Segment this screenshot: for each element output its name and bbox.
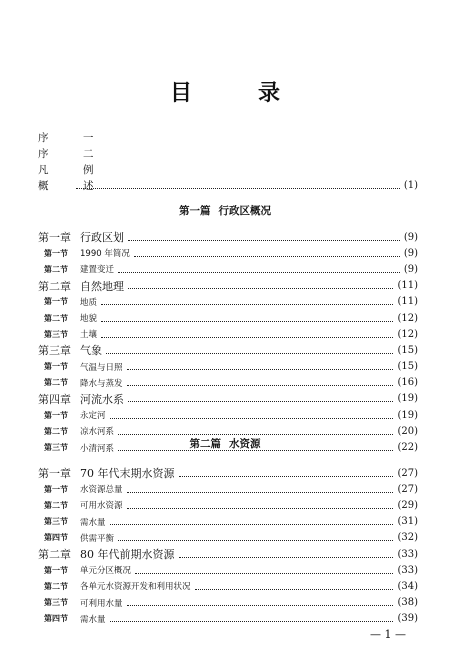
part-heading — [0, 436, 450, 454]
section-number: 第四节 — [44, 614, 68, 624]
front-matter-label: 序 二 — [38, 147, 106, 160]
dot-leader — [135, 573, 393, 574]
section-row[interactable] — [38, 375, 418, 391]
section-title: 土壤 — [80, 330, 98, 341]
section-row[interactable] — [38, 407, 418, 423]
chapter-title: 自然地理 — [80, 279, 124, 293]
page-number: (20) — [397, 425, 418, 437]
chapter-number: 第二章 — [38, 548, 71, 562]
front-matter-label: 凡 例 — [38, 163, 106, 176]
section-number: 第一节 — [44, 565, 68, 575]
section-title: 凉水河系 — [80, 427, 115, 438]
front-matter-item[interactable] — [38, 129, 418, 145]
dot-leader — [118, 540, 393, 541]
page-number: (27) — [397, 483, 418, 495]
page-footer: — 1 — — [370, 628, 406, 641]
section-row[interactable] — [38, 497, 418, 513]
page-number: (12) — [397, 328, 418, 340]
section-number: 第一节 — [44, 248, 68, 258]
page-number: (12) — [397, 312, 418, 324]
chapter-number: 第一章 — [38, 467, 71, 481]
section-number: 第四节 — [44, 533, 68, 543]
section-title: 地质 — [80, 297, 98, 308]
section-row[interactable] — [38, 359, 418, 375]
section-number: 第二节 — [44, 500, 68, 510]
page-number: (19) — [397, 409, 418, 421]
dot-leader — [179, 557, 394, 558]
front-matter-label: 序 一 — [38, 131, 106, 144]
dot-leader — [128, 288, 393, 289]
section-row[interactable] — [38, 481, 418, 497]
section-number: 第二节 — [44, 581, 68, 591]
section-number: 第二节 — [44, 378, 68, 388]
dot-leader — [118, 434, 393, 435]
section-number: 第一节 — [44, 410, 68, 420]
section-number: 第一节 — [44, 297, 68, 307]
section-number: 第三节 — [44, 517, 68, 527]
chapter-title: 气象 — [80, 344, 102, 358]
page-number: (11) — [397, 280, 418, 292]
front-matter-item[interactable] — [38, 161, 418, 177]
section-row[interactable] — [38, 310, 418, 326]
toc-part-2 — [38, 465, 418, 627]
page-number: (39) — [397, 613, 418, 625]
dot-leader — [101, 321, 393, 322]
section-row[interactable] — [38, 611, 418, 627]
dot-leader — [101, 304, 393, 305]
chapter-row[interactable] — [38, 546, 418, 562]
dot-leader — [110, 418, 394, 419]
section-title: 1990 年简况 — [80, 249, 130, 260]
section-title: 各单元水资源开发和利用状况 — [80, 582, 191, 593]
section-number: 第二节 — [44, 426, 68, 436]
section-row[interactable] — [38, 261, 418, 277]
section-number: 第三节 — [44, 329, 68, 339]
section-title: 单元分区概况 — [80, 566, 132, 577]
dot-leader — [127, 385, 394, 386]
page-number: (11) — [397, 296, 418, 308]
page-number: (38) — [397, 597, 418, 609]
section-row[interactable] — [38, 578, 418, 594]
page-number: (33) — [397, 564, 418, 576]
toc-part-1 — [38, 229, 418, 456]
front-matter-list — [38, 129, 418, 193]
chapter-title: 80 年代前期水资源 — [80, 548, 175, 562]
section-title: 可利用水量 — [80, 598, 123, 609]
page-number: (16) — [397, 377, 418, 389]
dot-leader — [134, 256, 400, 257]
chapter-row[interactable] — [38, 342, 418, 358]
part-number: 第一篇 — [179, 205, 211, 217]
dot-leader — [195, 589, 394, 590]
dot-leader — [128, 401, 393, 402]
page-number: (15) — [397, 344, 418, 356]
section-row[interactable] — [38, 245, 418, 261]
section-number: 第三节 — [44, 598, 68, 608]
page-number: (34) — [397, 580, 418, 592]
page-number: (22) — [397, 442, 418, 454]
section-number: 第二节 — [44, 264, 68, 274]
section-number: 第一节 — [44, 484, 68, 494]
section-title: 需水量 — [80, 614, 106, 625]
part-title: 行政区概况 — [218, 205, 271, 217]
section-row[interactable] — [38, 514, 418, 530]
page-number: (29) — [397, 499, 418, 511]
front-matter-label: 概 述 — [38, 179, 106, 192]
page-number: (9) — [403, 247, 418, 259]
page-title: 目 录 — [169, 81, 302, 106]
page-number: (9) — [403, 263, 418, 275]
section-title: 可用水资源 — [80, 501, 123, 512]
page-number: (27) — [397, 467, 418, 479]
section-title: 永定河 — [80, 411, 106, 422]
section-title: 地貌 — [80, 314, 98, 325]
dot-leader — [127, 605, 394, 606]
section-number: 第三节 — [44, 443, 68, 453]
chapter-title: 河流水系 — [80, 392, 124, 406]
chapter-row[interactable] — [38, 229, 418, 245]
section-number: 第二节 — [44, 313, 68, 323]
section-title: 小清河系 — [80, 443, 115, 454]
page-number: (9) — [403, 231, 418, 243]
section-row[interactable] — [38, 562, 418, 578]
chapter-row[interactable] — [38, 465, 418, 481]
chapter-title: 行政区划 — [80, 231, 124, 245]
section-row[interactable] — [38, 530, 418, 546]
chapter-row[interactable] — [38, 278, 418, 294]
section-row[interactable] — [38, 595, 418, 611]
front-matter-item[interactable] — [38, 145, 418, 161]
part-number: 第二篇 — [189, 438, 221, 450]
dot-leader — [127, 492, 394, 493]
chapter-title: 70 年代末期水资源 — [80, 467, 175, 481]
page-number: (31) — [397, 516, 418, 528]
dot-leader — [106, 353, 393, 354]
chapter-number: 第四章 — [38, 392, 71, 406]
page-number: (1) — [403, 179, 418, 191]
section-number: 第一节 — [44, 362, 68, 372]
page-number: (15) — [397, 361, 418, 373]
dot-leader — [110, 524, 394, 525]
section-title: 水资源总量 — [80, 485, 123, 496]
chapter-number: 第二章 — [38, 279, 71, 293]
dot-leader — [128, 240, 400, 241]
section-title: 气温与日照 — [80, 362, 123, 373]
page-number: (33) — [397, 548, 418, 560]
dot-leader — [127, 508, 394, 509]
page-number: (32) — [397, 532, 418, 544]
chapter-row[interactable] — [38, 391, 418, 407]
section-row[interactable] — [38, 294, 418, 310]
front-matter-item[interactable] — [38, 177, 418, 193]
part-heading — [0, 203, 450, 218]
section-title: 降水与蒸发 — [80, 378, 123, 389]
page-number: (19) — [397, 393, 418, 405]
dot-leader — [101, 337, 393, 338]
dot-leader — [110, 621, 394, 622]
section-title: 需水量 — [80, 517, 106, 528]
chapter-number: 第一章 — [38, 231, 71, 245]
dot-leader — [118, 272, 400, 273]
part-title: 水资源 — [229, 438, 261, 450]
dot-leader — [127, 369, 394, 370]
chapter-number: 第三章 — [38, 344, 71, 358]
dot-leader — [179, 476, 394, 477]
dot-leader — [76, 188, 400, 189]
section-title: 供需平衡 — [80, 533, 115, 544]
section-row[interactable] — [38, 326, 418, 342]
section-title: 建置变迁 — [80, 265, 115, 276]
